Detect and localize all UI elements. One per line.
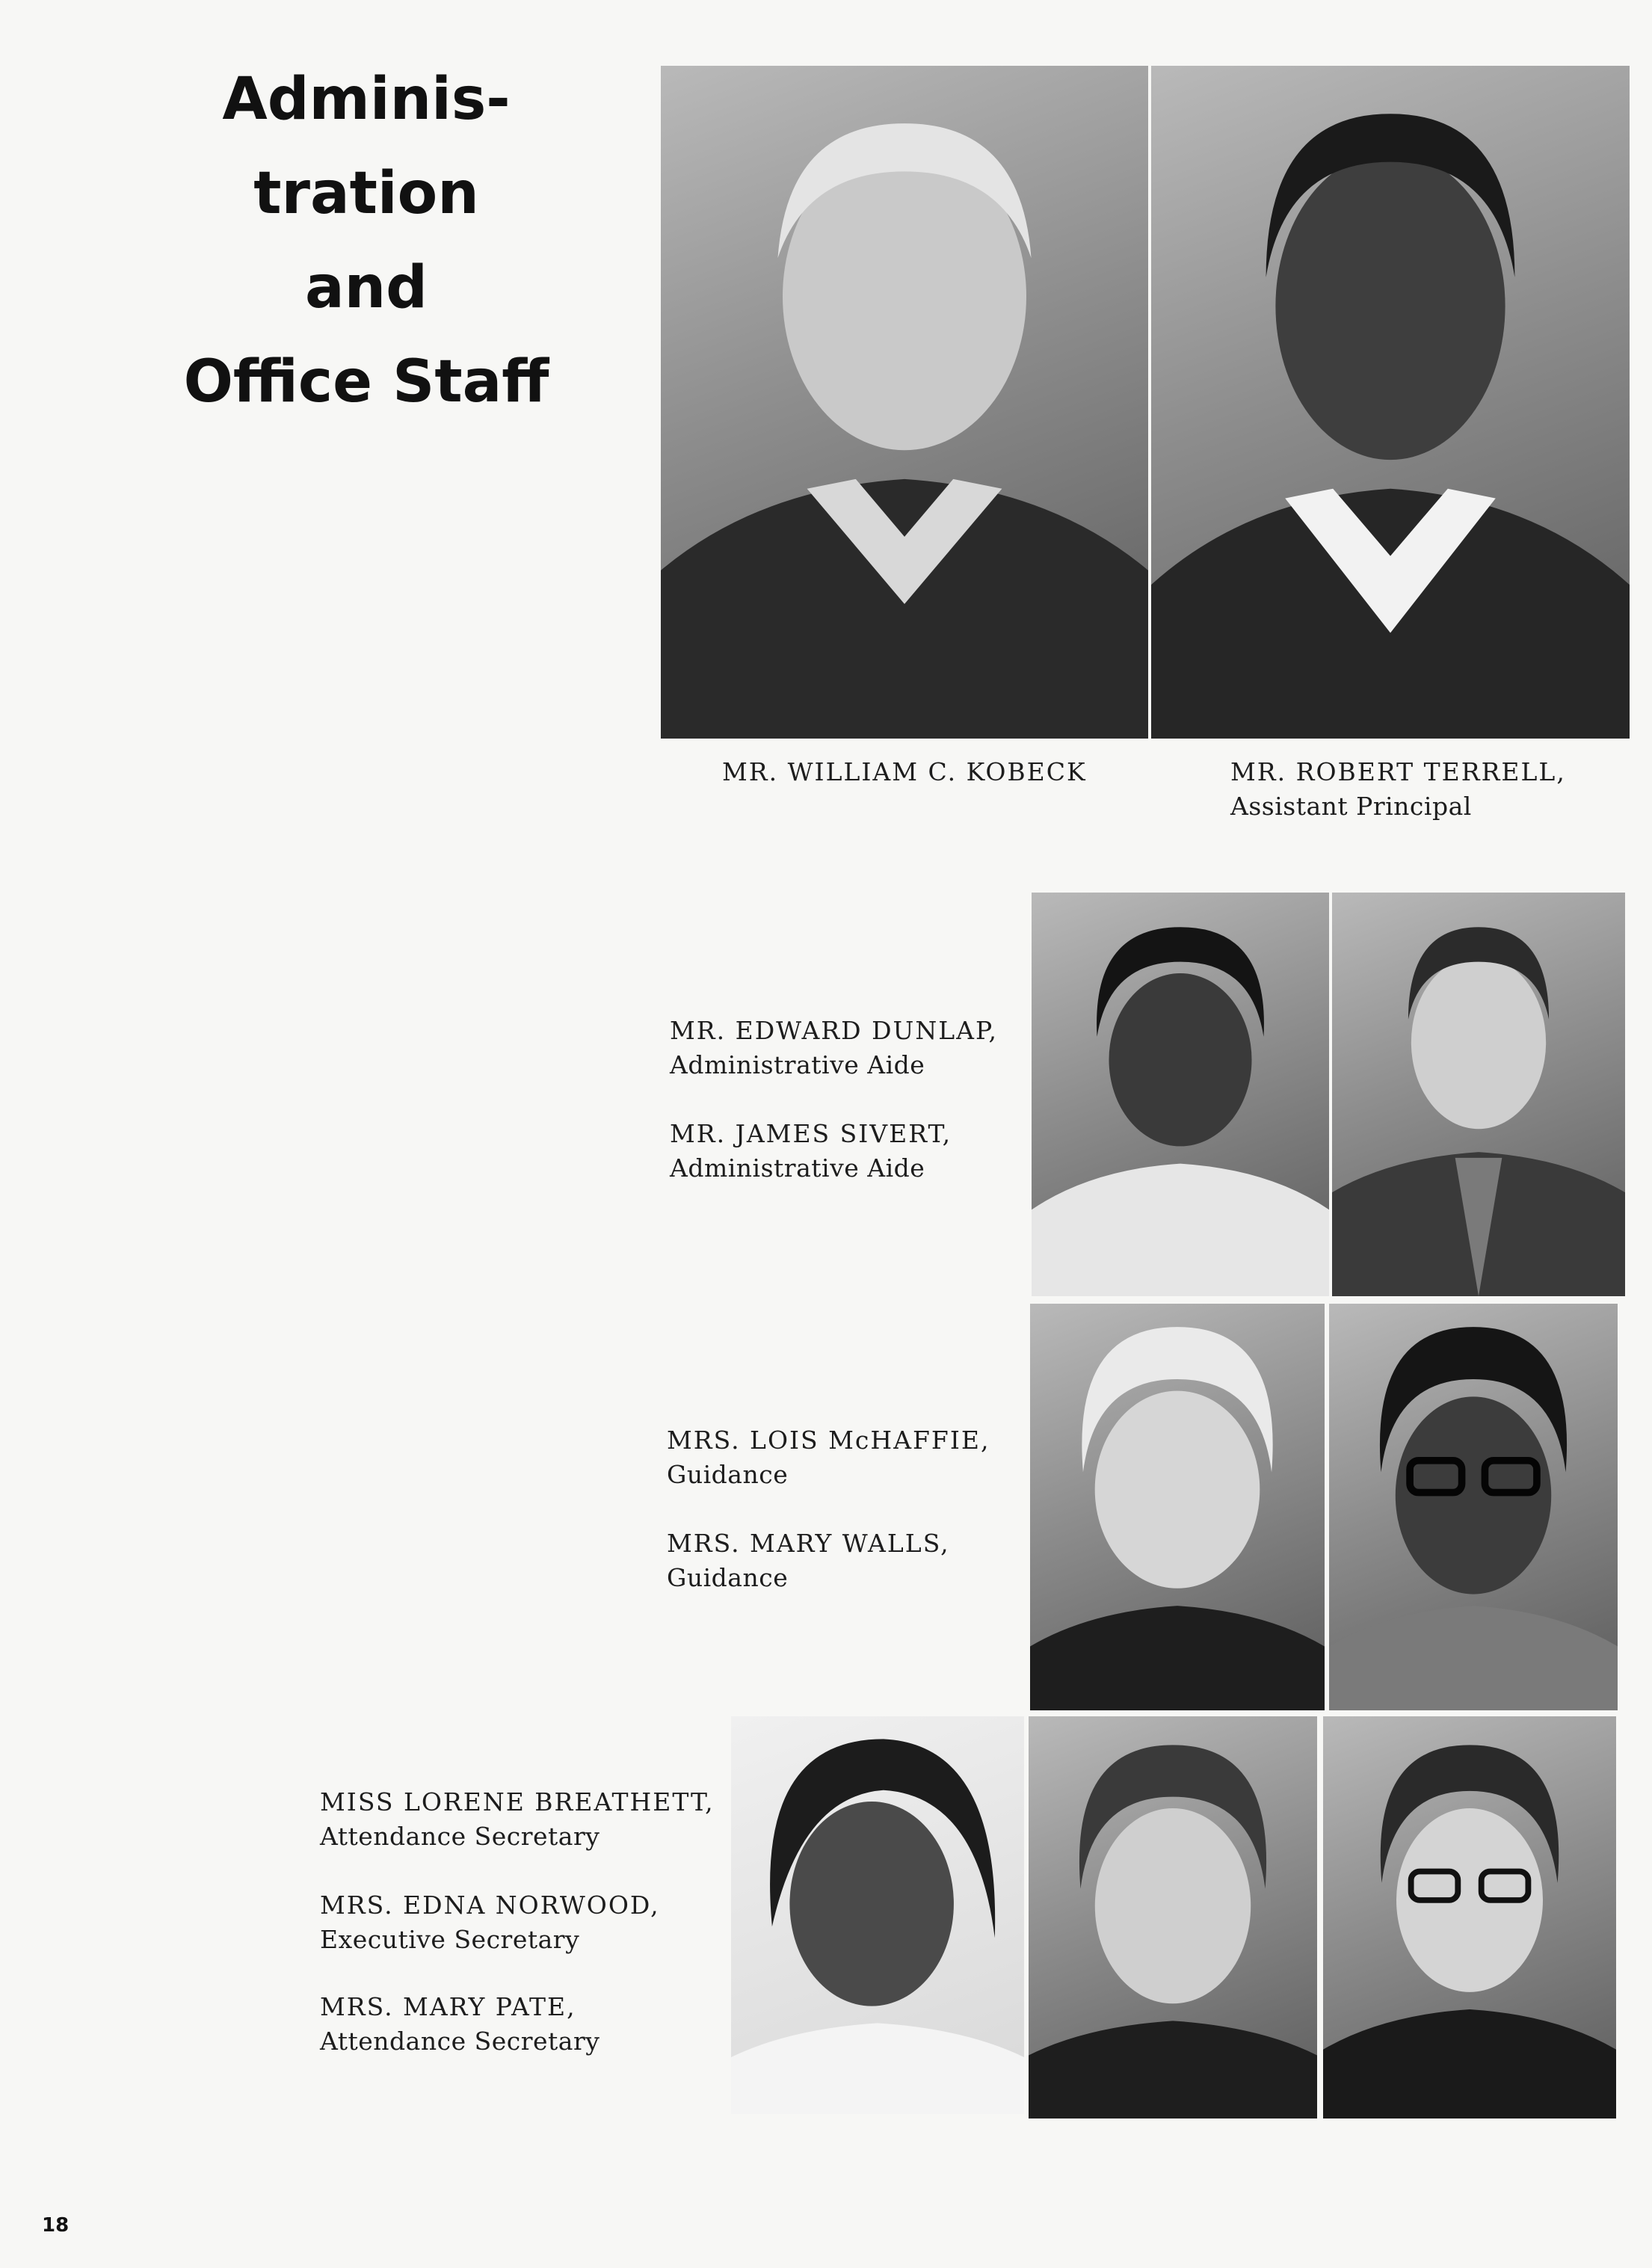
page-title-line: tration <box>253 160 479 227</box>
caption-terrell <box>1230 755 1566 824</box>
staff-name: MRS. EDNA NORWOOD, <box>320 1890 660 1920</box>
staff-name: MRS. MARY PATE, <box>320 1992 576 2021</box>
staff-name: MR. ROBERT TERRELL, <box>1230 757 1566 786</box>
portrait-walls <box>1329 1304 1618 1710</box>
portrait-breathett <box>731 1716 1024 2114</box>
portrait-sivert <box>1332 893 1625 1296</box>
staff-role: Assistant Principal <box>1230 792 1472 821</box>
page-number: 18 <box>42 2214 70 2237</box>
staff-role: Executive Secretary <box>320 1925 580 1954</box>
staff-name: MRS. LOIS McHAFFIE, <box>667 1426 990 1455</box>
caption-kobeck <box>722 755 1087 789</box>
caption-pate <box>320 1990 600 2059</box>
staff-name: MR. EDWARD DUNLAP, <box>670 1016 998 1045</box>
page-title-line: and <box>305 254 428 321</box>
staff-name: MR. JAMES SIVERT, <box>670 1119 952 1148</box>
page-title-line: Office Staff <box>183 348 549 416</box>
staff-name: MR. WILLIAM C. KOBECK <box>722 757 1087 786</box>
staff-name: MISS LORENE BREATHETT, <box>320 1787 715 1816</box>
portrait-dunlap <box>1032 893 1329 1296</box>
staff-role: Guidance <box>667 1460 789 1489</box>
staff-role: Attendance Secretary <box>320 2027 600 2056</box>
caption-dunlap <box>670 1014 998 1082</box>
staff-role: Attendance Secretary <box>320 1822 600 1851</box>
portrait-mchaffie <box>1030 1304 1325 1710</box>
staff-role: Administrative Aide <box>670 1050 925 1079</box>
caption-sivert <box>670 1117 952 1186</box>
portrait-terrell <box>1151 66 1630 739</box>
page-title <box>135 52 598 429</box>
caption-walls <box>667 1526 950 1595</box>
portrait-pate <box>1323 1716 1616 2118</box>
portrait-kobeck <box>661 66 1148 739</box>
staff-name: MRS. MARY WALLS, <box>667 1529 950 1558</box>
page-title-line: Adminis- <box>222 66 511 133</box>
caption-breathett <box>320 1785 715 1854</box>
portrait-norwood <box>1029 1716 1317 2118</box>
staff-role: Administrative Aide <box>670 1153 925 1183</box>
staff-role: Guidance <box>667 1563 789 1592</box>
caption-norwood <box>320 1888 660 1957</box>
caption-mchaffie <box>667 1423 990 1492</box>
